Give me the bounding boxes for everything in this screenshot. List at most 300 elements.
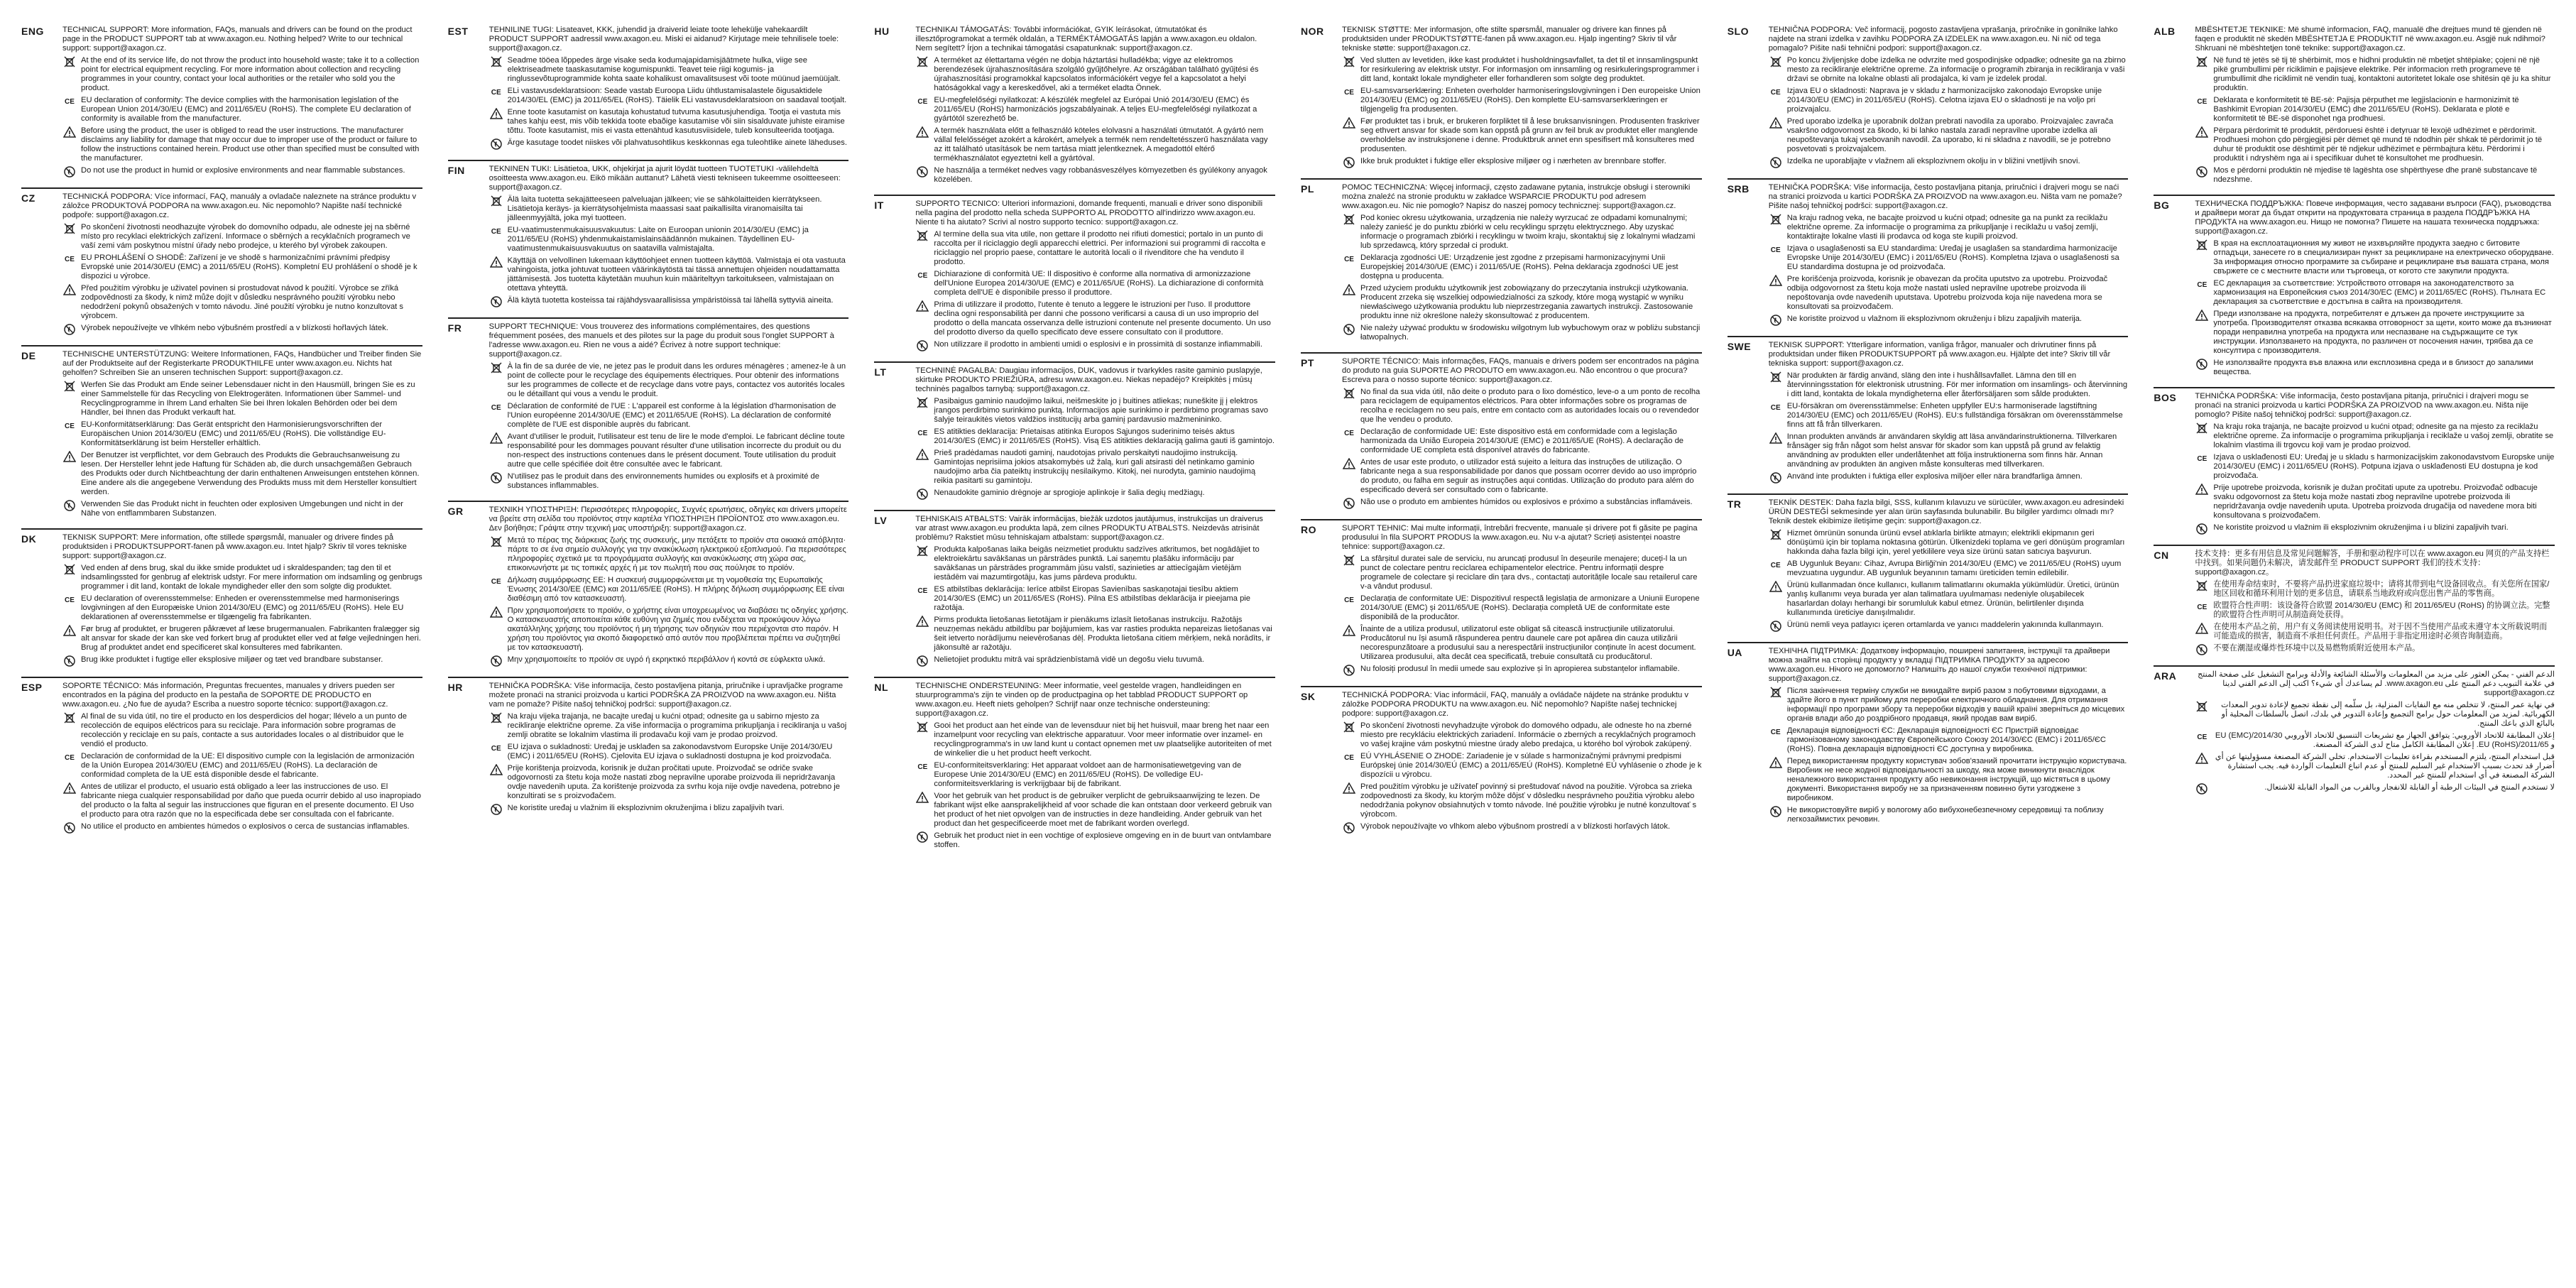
ban-text: Nenaudokite gaminio drėgnoje ar sprogioje aplinkoje ir šalia degių medžiagų. [934,489,1205,497]
technical-support-text: MBËSHTETJE TEKNIKE: Më shumë informacion, FAQ, manualë dhe drejtues mund të gjenden në faqen e produktit në skedën MBËSHTETJA E PRODUKTIT në www.axagon.eu. Asgjë nuk ndihmoi? Shkruani në mbështetjen tonë teknike: support@axagon.cz. [2195,26,2545,53]
crossed-bin-icon [915,230,929,241]
ban-notice [1342,665,1702,676]
warn-notice [62,451,422,497]
weee-text: Werfen Sie das Produkt am Ende seiner Lebensdauer nicht in den Hausmüll, bringen Sie es zu einer Sammelstelle für das Recycling von Elektrogeräten. Informationen über Sammel- und Recyclingprogramme in Ihrem Land erhalten Sie bei Ihren lokalen Behörden oder bei dem Händler, bei Ihnen das Produkt verkauft hat. [81,381,415,417]
warn-notice [915,449,1275,486]
section-body [489,165,849,310]
weee-notice [1342,555,1702,591]
weee-text: Μετά το πέρας της διάρκειας ζωής της συσκευής, μην πετάξετε το προϊόν στα οικιακά απόβλητα· πάρτε το σε ένα σημείο συλλογής για την ανακύκλωση ηλεκτρικού εξοπλισμού. Για περισσότερες πληροφορίες σχετικά με τα προγράμματα συλλογής και ανακύκλωσης στη χώρα σας, επικοινωνήστε με τις τοπικές αρχές ή με τον πωλητή που σας πούλησε το προϊόν. [507,536,846,572]
no-fire-icon [2195,359,2209,370]
section-body [489,26,849,153]
section-body [489,322,849,493]
warn-text: Antes de usar este produto, o utilizador está sujeito a leitura das instruções de utilização. O fabricante nega a sua responsabilidade por danos que possam ocorrer devido ao uso impróprio do produto, ou falha em seguir as instruções aqui contidas. Utilização do produto para além do especificado deverá ser consultado com o fabricante. [1360,458,1697,494]
ce-text: Izjava o usaglašenosti sa EU standardima: Uređaj je usaglašen sa standardima harmonizacije Evropske Unije 2014/30/EU (EMC) i 2011/65/EU (RoHS). Kompletna Izjava o usaglašenosti sa EU standardima dostupna je od proizvođača. [1786,244,2119,271]
ce-notice [915,96,1275,124]
language-section-sk [1301,686,1702,836]
language-column [1728,26,2129,1267]
section-body [915,200,1275,354]
ban-notice [2195,166,2555,185]
ce-notice [1769,726,2129,754]
ce-mark-icon: CE [491,577,501,586]
ban-notice [489,472,849,491]
ban-text: 不要在潮湿或爆炸性环境中以及易燃物质附近使用本产品。 [2213,644,2421,653]
weee-text: Në fund të jetës së tij të shërbimit, mos e hidhni produktin në mbetjet shtëpiake; çojeni në një pikë grumbullimi për riciklimin e pajisjeve elektrike. Për informacion rreth programeve të grumbullimit dhe riciklimit në vendin tuaj, kontaktoni autoritetet lokale ose shitësin që ju ka shitur produktin. [2213,56,2551,92]
warn-notice [489,108,849,136]
language-code: BG [2154,200,2170,211]
ce-text: EU-megfelelőségi nyilatkozat: A készülék megfelel az Európai Unió 2014/30/EU (EMC) és 2011/65/EU (RoHS) harmonizációs jogszabályainak. A teljes EU-megfelelőségi nyilatkozat a gyártótól szerezhető be. [934,96,1257,123]
crossed-bin-icon [2195,56,2209,67]
weee-text: Na kraju roka trajanja, ne bacajte proizvod u kućni otpad; odnesite ga na mjesto za reciklažu električne opreme. Za informacije o programima prikupljanja i reciklaže u vašoj zemlji, obratite se lokalnim vlastima ili trgovcu koji vam je prodao proizvod. [2213,422,2554,449]
no-fire-icon [489,138,503,150]
weee-notice [2195,56,2555,93]
ce-notice [1342,87,1702,114]
warning-triangle-icon [915,616,929,627]
ce-notice [1342,594,1702,622]
language-code: HU [874,26,890,37]
weee-notice [915,397,1275,425]
warning-triangle-icon [1769,757,1783,768]
warn-notice [915,126,1275,163]
ce-mark-icon: CE [491,88,501,97]
language-section-slo [1728,26,2129,171]
language-code: IT [874,200,884,211]
technical-support-text: TEHNIČKA PODRŠKA: Više informacija, često postavljena pitanja, priručnike i upravljačke programe možete pronaći na stranici proizvoda u kartici PODRŠKA ZA PROIZVOD na www.axagon.eu. Ništa vam ne pomaže? Pišite našoj tehničkoj podršci: support@axagon.cz. [489,682,844,709]
warning-triangle-icon [2195,126,2209,138]
warn-text: Prima di utilizzare il prodotto, l'utente è tenuto a leggere le istruzioni per l'uso. Il produttore declina ogni responsabilità per danni che possono verificarsi a causa di un uso improprio del prodotto o della mancata osservanza delle istruzioni contenute nel presente documento. Un uso del prodotto diverso da quello specificato deve essere consultato con il produttore. [934,300,1271,337]
ce-text: EU declaration of overensstemmelse: Enheden er overensstemmelse med harmoniserings lovgivningen af den Europæiske Union 2014/30/EU (EMC) og 2011/65/EU (RoHS). Hele EU deklarationen af overensstemmelse er tilgængelig fra fabrikanten. [81,594,404,621]
crossed-bin-icon [1769,56,1783,67]
ce-notice [1342,427,1702,455]
language-code: ARA [2154,670,2177,682]
warn-text: Prije korištenja proizvoda, korisnik je dužan pročitati upute. Proizvođač se odriče svake odgovornosti za štetu koja može nastati zbog nepravilne uporabe proizvoda ili nepridržavanja ovdje navedenih uputa. Za korištenje proizvoda za svrhu koja nije ovdje navedena, potrebno je konzultirati se s proizvođačem. [507,764,840,800]
warn-notice [1769,275,2129,312]
warning-triangle-icon [1769,581,1783,592]
ce-mark-icon: CE [2197,97,2207,106]
crossed-bin-icon [1769,371,1783,383]
warning-triangle-icon [489,108,503,119]
ban-notice [2195,523,2555,535]
warning-triangle-icon [489,256,503,268]
warn-text: Преди използване на продукта, потребителят е длъжен да прочете инструкциите за употреба. Производителят отказва всякаква отговорност за щети, които може да възникнат поради неправилна употреба на продукта или неспазване на съдържащите се тук инструкции. Използването на продукта, по различен от посочения начин, трябва да се консултира с производителя. [2213,310,2552,355]
ce-mark-icon: CE [65,753,75,762]
language-section-lv [874,510,1275,670]
ban-notice [1769,157,2129,168]
ce-notice [1769,87,2129,114]
ban-notice [489,655,849,667]
ce-mark-icon: CE [2197,454,2207,463]
ce-mark-icon: CE [917,763,928,771]
no-fire-icon [1342,822,1356,834]
section-body [1769,498,2129,635]
language-section-swe [1728,336,2129,486]
technical-support-text: TECHNICAL SUPPORT: More information, FAQs, manuals and drivers can be found on the product page in the PRODUCT SUPPORT tab at www.axagon.eu. Nothing helped? Write to our technical support: support@axagon.cz. [62,26,413,53]
ce-mark-icon: CE [1344,596,1354,604]
warn-text: Před použitím výrobku je uživatel povinen si prostudovat návod k použití. Výrobce se zříká zodpovědnosti za škody, k nimž může dojít v důsledku nesprávného použití výrobku nebo nedodržení pokynů obsažených v tomto návodu. Jiné použití výrobku je nutno konzultovat s výrobcem. [81,284,403,320]
weee-notice [1769,214,2129,241]
warning-triangle-icon [62,451,77,462]
weee-text: Po skončení životnosti nevyhadzujte výrobok do domového odpadu, ale odneste ho na zberné miesto pre recykláciu elektrických zariadení. Informácie o zberných a recyklačných programoch vo vašej krajine vám poskytnú miestne úrady alebo predajca, u ktorého bol výrobok zakúpený. [1360,721,1696,748]
language-section-bos [2154,387,2555,537]
no-fire-icon [915,340,929,351]
ce-notice [915,585,1275,613]
warn-text: Prije upotrebe proizvoda, korisnik je dužan pročitati upute za upotrebu. Proizvođač odbacuje svaku odgovornost za štetu koja može nastati zbog nepravilne upotrebe proizvoda ili nepridržavanja ovdje navedenih uputa. Upotreba proizvoda drugačija od navedene mora biti konsultovana s proizvođačem. [2213,484,2538,520]
ce-notice [489,87,849,105]
ban-notice [915,831,1275,850]
warning-triangle-icon [915,126,929,138]
language-code: LT [874,366,887,378]
ce-mark-icon: CE [1344,753,1354,762]
weee-text: Ved enden af dens brug, skal du ikke smide produktet ud i skraldespanden; tag den til et indsamlingssted for genbrug af elektrisk udstyr. For mere information om indsamling og genbrugs programmer i dit land, kontakt de lokale myndigheder eller den som solgte dig produktet. [81,564,422,591]
warning-triangle-icon [62,625,77,636]
ce-notice [915,270,1275,298]
no-fire-icon [1342,324,1356,335]
ban-text: لا تستخدم المنتج في البيئات الرطبة أو القابلة للانفجار وبالقرب من المواد القابلة للاشتعال. [2264,783,2555,792]
ban-notice [62,655,422,667]
ce-notice [489,402,849,430]
language-code: ESP [21,682,43,693]
warn-notice [62,782,422,819]
technical-support-text: TEKNISK SUPPORT: Mere information, ofte stillede spørgsmål, manualer og drivere findes på produktsiden i PRODUKTSUPPORT-fanen på www.axagon.eu. Intet hjalp? Skriv til vores tekniske support: support@axagon.cz. [62,533,407,560]
no-fire-icon [915,655,929,667]
ban-text: Nie należy używać produktu w środowisku wilgotnym lub wybuchowym oraz w pobliżu substancji łatwopalnych. [1360,324,1701,342]
ce-mark-icon: CE [491,403,501,412]
ce-notice [1342,253,1702,281]
ban-notice [1769,472,2129,484]
ce-mark-icon: CE [65,422,75,430]
weee-text: A terméket az élettartama végén ne dobja háztartási hulladékba; vigye az elektromos berendezések újrahasznosítására szolgáló gyűjtőhelyre. Az országában található gyűjtési és újrahasznosítási programokkal kapcsolatos információkért vegye fel a kapcsolatot a helyi hatóságokkal vagy a kereskedővel, aki a terméket eladta Önnek. [934,56,1259,92]
section-body [1769,341,2129,486]
weee-text: När produkten är färdig använd, släng den inte i hushållsavfallet. Lämna den till en återvinningsstation för elektronisk utrustning. För mer information om insamlings- och återvinning i ditt land, kontakta de lokala myndigheterna eller återförsäljaren som sålde produkten. [1786,371,2128,398]
technical-support-text: TEKNISK SUPPORT: Ytterligare information, vanliga frågor, manualer och drivrutiner finns på produktsidan under fliken PRODUKTSUPPORT på www.axagon.eu. Hjälpte det inte? Skriv till vår tekniska support: support@axagon.cz. [1768,341,2111,368]
ce-notice [1769,244,2129,272]
technical-support-text: TECHNISCHE UNTERSTÜTZUNG: Weitere Informationen, FAQs, Handbücher und Treiber finden Sie auf der Produktseite auf der Registerkarte PRODUKTHILFE unter www.axagon.eu. Nichts hat geholfen? Schreiben Sie an unseren technischen Support: support@axagon.cz. [62,350,422,377]
language-code: LV [874,515,888,526]
ce-notice [489,743,849,761]
weee-notice [1769,56,2129,84]
warning-triangle-icon [62,782,77,794]
no-fire-icon [2195,523,2209,535]
ce-notice [915,427,1275,446]
no-fire-icon [915,831,929,843]
weee-notice [489,362,849,399]
ce-mark-icon: CE [917,586,928,595]
language-code: DK [21,533,37,545]
ban-text: Não use o produto em ambientes húmidos ou explosivos e próximo a substâncias inflamáveis. [1360,498,1693,506]
weee-notice [1769,371,2129,399]
crossed-bin-icon [489,362,503,373]
ban-text: Nelietojiet produktu mitrā vai sprādzienbīstamā vidē un degošu vielu tuvumā. [934,655,1204,664]
weee-notice [915,545,1275,582]
weee-text: Hizmet ömrünün sonunda ürünü evsel atıklarla birlikte atmayın; elektrikli ekipmanın geri dönüşümü için bir toplama noktasına götürün. Ülkenizdeki toplama ve geri dönüşüm programları hakkında daha fazla bilgi için, yerel yetkililere veya size ürünü satan satıcıya başvurun. [1786,529,2125,556]
technical-support-text: SUPORT TEHNIC: Mai multe informații, întrebări frecvente, manuale și drivere pot fi găsite pe pagina produsului în fila SUPORT PRODUS la www.axagon.eu. Nu v-a ajutat? Scrieți asistenței noastre tehnice: support@axagon.cz. [1342,524,1698,551]
crossed-bin-icon [489,56,503,67]
ban-notice [62,500,422,518]
technical-support-text: SOPORTE TÉCNICO: Más información, Preguntas frecuentes, manuales y drivers pueden ser encontrados en la página del producto en la pestaña de SOPORTE DE PRODUCTO en www.axagon.eu. ¿No fue de ayuda? Escriba a nuestro soporte técnico: support@axagon.cz. [62,682,395,709]
ce-text: EU-försäkran om överensstämmelse: Enheten uppfyller EU:s harmoniserade lagstiftning 2014/30/EU (EMC) och 2011/65/EU (RoHS). EU:s fullständiga försäkran om överensstämmelse finns att få från tillverkaren. [1786,402,2123,429]
no-fire-icon [489,472,503,484]
language-code: PL [1301,183,1314,195]
weee-notice [2195,701,2555,728]
warn-text: Antes de utilizar el producto, el usuario está obligado a leer las instrucciones de uso. El fabricante niega cualquier responsabilidad por daño que pueda ocurrir debido al uso inapropiado del producto o la falta al seguir las instrucciones que figuran en el presente documento. El Uso el producto para otra razón que no la especificada debe ser consultada con el fabricante. [81,782,421,819]
ban-notice [915,655,1275,667]
language-section-hu [874,26,1275,187]
section-body [915,26,1275,187]
crossed-bin-icon [915,56,929,67]
ce-text: Déclaration de conformité de l'UE : L'appareil est conforme à la législation d'harmonisation de l'Union européenne 2014/30/UE (EMC) et 2011/65/UE (RoHS). La déclaration de conformité complète de l'UE est disponible auprès du fabricant. [507,402,836,429]
section-body [2195,200,2555,380]
crossed-bin-icon [2195,701,2209,712]
language-code: BOS [2154,392,2177,403]
weee-notice [1342,214,1702,251]
technical-support-text: TEHNIČNA PODPORA: Več informacij, pogosto zastavljena vprašanja, priročnike in gonilnike lahko najdete na strani izdelka v zavihku PODPORA ZA IZDELEK na www.axagon.eu. Ni nič od tega pomagalo? Pišite naši tehnični podpori: support@axagon.cz. [1768,26,2118,53]
warn-text: Pred použitím výrobku je užívateľ povinný si preštudovať návod na použitie. Výrobca sa zrieka zodpovednosti za škody, ku ktorým môže dôjsť v dôsledku nesprávneho použitia výrobku alebo nedodržania pokynov obsiahnutých v tomto návode. Iné použitie výrobku je nutné konzultovať s výrobcom. [1360,782,1697,819]
no-fire-icon [2195,644,2209,655]
no-fire-icon [489,296,503,307]
warning-triangle-icon [915,300,929,312]
ban-notice [915,166,1275,185]
ce-notice [2195,731,2555,750]
warning-triangle-icon [1342,458,1356,469]
warn-notice [62,625,422,653]
section-body [489,682,849,818]
language-section-it [874,195,1275,354]
warning-triangle-icon [489,432,503,444]
ban-text: Älä käytä tuotetta kosteissa tai räjähdysvaarallisissa ympäristöissä tai lähellä syttyviä aineita. [507,296,834,305]
no-fire-icon [1342,498,1356,509]
language-section-lt [874,361,1275,503]
language-section-cz [21,187,422,338]
ban-text: Mos e përdorni produktin në mjedise të lagështa ose shpërthyese dhe pranë substancave të ndezshme. [2213,166,2538,184]
weee-notice [2195,239,2555,276]
no-fire-icon [915,489,929,500]
ban-text: Izdelka ne uporabljajte v vlažnem ali eksplozivnem okolju in v bližini vnetljivih snovi. [1786,157,2080,165]
language-section-de [21,345,422,521]
ban-notice [489,138,849,150]
weee-notice [62,564,422,591]
section-body [2195,26,2555,187]
crossed-bin-icon [1342,214,1356,225]
language-section-nor [1301,26,1702,171]
section-body [915,515,1275,670]
warn-text: Der Benutzer ist verpflichtet, vor dem Gebrauch des Produkts die Gebrauchsanweisung zu lesen. Der Hersteller lehnt jede Haftung für Schäden ab, die durch unsachgemäßen Gebrauch des Produkts oder durch Nichtbeachtung der darin enthaltenen Anweisungen entstehen können. Eine andere als die angegebene Verwendung des Produkts muss mit dem Hersteller konsultiert werden. [81,451,420,496]
ban-text: Не використовуйте виріб у вологому або вибухонебезпечному середовищі та поблизу легкозаймистих речовин. [1786,806,2104,824]
ban-notice [2195,783,2555,795]
weee-notice [62,223,422,251]
weee-text: Produkta kalpošanas laika beigās neizmetiet produktu sadzīves atkritumos, bet nogādājiet to elektroiekārtu savākšanas un pārstrādes punktā. Lai saņemtu plašāku informāciju par savākšanas un pārstrādes programmām jūsu valstī, sazinieties ar attiecīgajām vietējām iestādēm vai mazumtirgotāju, kas jums pārdeva produktu. [934,545,1260,582]
ce-text: EU izjava o sukladnosti: Uređaj je usklađen sa zakonodavstvom Europske Unije 2014/30/EU (EMC) i 2011/65/EU (RoHS). Cjelovita EU izjava o sukladnosti dostupna je kod proizvođača. [507,743,833,760]
language-section-ro [1301,519,1702,679]
language-code: GR [447,506,464,517]
warn-text: Før brug af produktet, er brugeren påkrævet af læse brugermanualen. Fabrikanten fralægger sig alt ansvar for skade der kan ske ved forkert brug af produktet eller ved at følge vejledningen heri. Brug af produktet andet end specificeret skal konsulteres med fabrikanten. [81,625,421,652]
language-section-gr [448,501,849,670]
ban-text: Ne koristite uređaj u vlažnim ili eksplozivnim okruženjima i blizu zapaljivih tvari. [507,804,785,812]
ce-mark-icon: CE [65,97,75,106]
weee-text: Al final de su vida útil, no tire el producto en los desperdicios del hogar; llévelo a un punto de recolección de equipos eléctricos para su reciclaje. Para información sobre programas de recolección y reciclaje en su país, contacte a sus autoridades locales o al distribuidor que le vendió el producto. [81,712,407,748]
language-column [2154,26,2555,1267]
ban-text: Nu folosiți produsul în medii umede sau explozive și în apropierea substanțelor inflamabile. [1360,665,1680,673]
ce-mark-icon: CE [1770,88,1781,97]
crossed-bin-icon [915,721,929,733]
section-body [2195,392,2555,537]
ce-notice [2195,601,2555,620]
warn-text: Înainte de a utiliza produsul, utilizatorul este obligat să citească instrucțiunile utilizatorului. Producătorul nu își asumă răspunderea pentru daunele care pot apărea din cauza utilizării necorespunzătoare a produsului sau a nerespectării instrucțiunilor conținute în acest document. Utilizarea produsului, alta decât cea specificată, trebuie consultată cu producătorul. [1360,625,1696,661]
ce-notice [2195,279,2555,307]
language-code: RO [1301,524,1317,535]
crossed-bin-icon [62,712,77,724]
ce-mark-icon: CE [1344,255,1354,263]
ban-text: Výrobek nepoužívejte ve vlhkém nebo výbušném prostředí a v blízkosti hořlavých látek. [81,324,388,332]
warning-triangle-icon [915,792,929,803]
section-body [1769,183,2129,329]
ban-notice [1769,621,2129,632]
ce-text: EU-Konformitätserklärung: Das Gerät entspricht den Harmonisierungsvorschriften der Europäischen Union 2014/30/EU (EMC) und 2011/65/EU (RoHS). Die vollständige EU-Konformitätserklärung ist beim Hersteller erhältlich. [81,420,386,447]
warn-text: Pred uporabo izdelka je uporabnik dolžan prebrati navodila za uporabo. Proizvajalec zavrača vsakršno odgovornost za škodo, ki bi lahko nastala zaradi nepravilne uporabe izdelka ali neupoštevanja tukaj vsebovanih navodil. Za uporabo, ki ni skladna z navodili, se je potrebno posvetovati s proizvajalcem. [1786,117,2114,153]
ban-text: Gebruik het product niet in een vochtige of explosieve omgeving en in de buurt van ontvlambare stoffen. [934,831,1272,849]
crossed-bin-icon [489,536,503,547]
language-code: ALB [2154,26,2176,37]
no-fire-icon [62,655,77,667]
warning-triangle-icon [489,606,503,618]
warning-triangle-icon [1342,625,1356,636]
ce-notice [62,96,422,124]
weee-text: Pod koniec okresu użytkowania, urządzenia nie należy wyrzucać ze odpadami komunalnymi; należy zanieść je do punktu zbiórki w celu recyklingu sprzętu elektrycznego. Aby uzyskać informacje o programach zbiórki i recyklingu w twoim kraju, skontaktuj się z lokalnymi władzami lub sprzedawcą, który sprzedał ci produkt. [1360,214,1696,250]
ce-text: Deklarata e konformitetit të BE-së: Pajisja përputhet me legjislacionin e harmonizimit të Bashkimit Evropian 2014/30/EU (EMC) dhe 2011/65/EU (RoHS). Deklarata e plotë e konformitetit të BE-së disponohet nga prodhuesi. [2213,96,2519,123]
ce-text: Декларація відповідності ЄС: Декларація відповідності ЄС Пристрій відповідає гармонізованому законодавству Європейського Союзу 2014/30/ЄС (EMC) і 2011/65/ЄС (RoHS). Повна декларація відповідності ЄС доступна у виробника. [1786,726,2106,753]
ce-notice [1769,560,2129,578]
ce-notice [1769,402,2129,430]
warn-text: Innan produkten används är användaren skyldig att läsa användarinstruktionerna. Tillverkaren frånsäger sig från något som helst ansvar för skador som kan uppstå på grund av felaktig användning av produkten eller underlåtenhet att följa instruktionerna som finns här. Annan användning av produkten än angiven måste konsulteras med tillverkaren. [1786,432,2117,469]
crossed-bin-icon [1342,56,1356,67]
no-fire-icon [489,655,503,667]
weee-notice [1342,56,1702,84]
language-section-est [448,26,849,153]
weee-text: Після закінчення терміну служби не викидайте виріб разом з побутовими відходами, а здайте його в пункт прийому для переробки електричного обладнання. Для отримання інформації про програми збору та переробки відходів у вашій країні зверніться до місцевих органів влади або до роздрібного продавця, який продав вам виріб. [1786,687,2125,723]
warning-triangle-icon [489,764,503,775]
technical-support-text: ТЕХНИЧЕСКА ПОДДРЪЖКА: Повече информация, често задавани въпроси (FAQ), ръководства и драйвери могат да бъдат открити на продуктовата страница в раздела ПОДДРЪЖКА НА ПРОДУКТА на www.axagon.eu. Нищо не помогна? Пишете на нашата техническа поддръжка: support@axagon.cz. [2195,200,2552,236]
crossed-bin-icon [1342,555,1356,566]
ce-mark-icon: CE [1344,429,1354,437]
language-section-pl [1301,178,1702,345]
section-body [62,682,422,836]
section-body [1769,26,2129,171]
crossed-bin-icon [62,564,77,575]
section-body [1342,524,1702,679]
weee-notice [62,712,422,749]
technical-support-text: TEKNINEN TUKI: Lisätietoa, UKK, ohjekirjat ja ajurit löydät tuotteen TUOTETUKI -välilehdeltä osoitteesta www.axagon.eu. Eikö mikään auttanut? Lähetä viesti tekniseen tukeemme osoitteeseen: support@axagon.cz. [489,165,841,192]
weee-text: La sfârșitul duratei sale de serviciu, nu aruncați produsul în deșeurile menajere; duceți-l la un punct de colectare pentru reciclarea echipamentelor electrice. Pentru informații despre programele de colectare și reciclare din țara dvs., contactați autoritățile locale sau retailerul care v-a vândut produsul. [1360,555,1698,591]
language-code: SWE [1727,341,1752,352]
weee-notice [489,712,849,740]
warn-text: 在使用本产品之前，用户有义务阅读使用说明书。对于因不当使用产品或未遵守本文所载说明而可能造成的损害，制造商不承担任何责任。产品用于非指定用途时必须咨询制造商。 [2213,623,2548,640]
ban-text: Ne koristite proizvod u vlažnim ili eksplozivnim okruženjima i u blizini zapaljivih tvari. [2213,523,2509,532]
language-code: PT [1301,357,1314,369]
language-column [21,26,422,1267]
ban-text: Ikke bruk produktet i fuktige eller eksplosive miljøer og i nærheten av brennbare stoffer. [1360,157,1666,165]
warn-notice [2195,310,2555,356]
warn-notice [1769,757,2129,803]
ban-notice [62,822,422,834]
no-fire-icon [1769,472,1783,484]
language-column [448,26,849,1267]
language-section-dk [21,528,422,670]
language-section-alb [2154,26,2555,187]
language-section-hr [448,677,849,818]
language-code: FR [447,322,462,334]
language-code: CN [2154,550,2169,561]
ce-text: ES atbilstības deklarācija: Ierīce atbilst Eiropas Savienības saskaņotajai tiesību aktiem 2014/30/ES (EMC) un 2011/65/ES (RoHS). Pilna ES atbilstības deklarācija ir pieejama pie ražotāja. [934,585,1250,612]
weee-text: Gooi het product aan het einde van de levensduur niet bij het huisvuil, maar breng het naar een inzamelpunt voor recycling van elektrische apparatuur. Voor meer informatie over inzamel- en recyclingprogramma's in uw land kunt u contact opnemen met uw plaatselijke autoriteiten of met de winkelier die u het product heeft verkocht. [934,721,1272,758]
technical-support-text: SUPORTE TÉCNICO: Mais informações, FAQs, manuais e drivers podem ser encontrados na página do produto na guia SUPORTE AO PRODUTO em www.axagon.eu. Não encontrou o que procura? Escreva para o nosso suporte técnico: support@axagon.cz. [1342,357,1699,384]
warn-text: Pirms produkta lietošanas lietotājam ir pienākums izlasīt lietošanas instrukciju. Ražotājs neuzņemas nekādu atbildību par bojājumiem, kas var rasties produkta nepareizas lietošanas vai šeit ietverto norādījumu neievērošanas dēļ. Produkta lietošana citiem mērķiem, nekā norādīts, ir jākonsultē ar ražotāju. [934,616,1272,652]
ce-mark-icon: CE [2197,733,2207,741]
ban-text: No utilice el producto en ambientes húmedos o explosivos o cerca de sustancias inflamables. [81,822,410,831]
weee-text: Ved slutten av levetiden, ikke kast produktet i husholdningsavfallet, ta det til et innsamlingspunkt for resirkulering av elektrisk utstyr. For informasjon om innsamling og resirkuleringsprogrammer i ditt land, kontakt lokale myndigheter eller forhandleren som solgte deg produktet. [1360,56,1699,83]
crossed-bin-icon [62,56,77,67]
warn-text: Käyttäjä on velvollinen lukemaan käyttöohjeet ennen tuotteen käyttöä. Valmistaja ei ota vastuuta vahingoista, jotka johtuvat tuotteen väärinkäytöstä tai tässä annettujen ohjeiden noudattamatta jättämisestä. Jos tuotetta käytetään muuhun kuin määriteltyyn tarkoitukseen, valmistajaan on otettava yhteyttä. [507,256,846,293]
warning-triangle-icon [2195,753,2209,764]
crossed-bin-icon [489,712,503,724]
weee-notice [1342,721,1702,749]
ban-notice [1769,315,2129,326]
technical-support-text: TEHNISKAIS ATBALSTS: Vairāk informācijas, biežāk uzdotos jautājumus, instrukcijas un draiverus var atrast www.axagon.eu produkta lapā, zem cilnes PRODUKTU ATBALSTS. Neizdevās atrisināt problēmu? Rakstiet mūsu tehniskajam atbalstam: support@axagon.cz. [915,515,1263,542]
no-fire-icon [1769,806,1783,817]
no-fire-icon [1342,665,1356,676]
section-body [1769,647,2129,827]
ce-text: EU-conformiteitsverklaring: Het apparaat voldoet aan de harmonisatiewetgeving van de Europese Unie 2014/30/EU (EMC) en 2011/65/EU (RoHS). De volledige EU-conformiteitsverklaring is verkrijgbaar bij de fabrikant. [934,761,1242,788]
weee-notice [915,230,1275,267]
warning-triangle-icon [1342,782,1356,794]
technical-support-text: TECHNIKAI TÁMOGATÁS: További információkat, GYIK leírásokat, útmutatókat és illesztőprogramokat a termék oldalán, a TERMÉKTÁMOGATÁS lapján a www.axagon.eu oldalon. Nem segített? Írjon a technikai támogatási csapatunknak: support@axagon.cz. [915,26,1257,53]
ban-text: Do not use the product in humid or explosive environments and near flammable substances. [81,166,405,175]
technical-support-text: POMOC TECHNICZNA: Więcej informacji, często zadawane pytania, instrukcje obsługi i sterowniki można znaleźć na stronie produktu w zakładce WSPARCIE PRODUKTU pod adresem www.axagon.eu. Nic nie pomogło? Napisz do naszej pomocy technicznej: support@axagon.cz. [1342,183,1691,210]
warn-notice [1342,458,1702,495]
ce-text: Declaración de conformidad de la UE: El dispositivo cumple con la legislación de armonización de la Unión Europea 2014/30/EU (EMC) and 2011/65/EU (RoHS). La declaración de conformidad completa de la UE está disponible desde el fabricante. [81,752,415,779]
language-code: UA [1727,647,1742,658]
ce-text: EU-vaatimustenmukaisuusvakuutus: Laite on Euroopan unionin 2014/30/EU (EMC) ja 2011/65/EU (RoHS) yhdenmukaistamislainsäädännön mukainen. Täydellinen EU-vaatimustenmukaisuusvakuutus on saatavilla valmistajalta. [507,226,809,253]
section-body [1342,26,1702,171]
technical-support-text: TECHNICKÁ PODPORA: Více informací, FAQ, manuály a ovladače naleznete na stránce produktu v záložce PRODUKTOVÁ PODPORA na www.axagon.eu. Nic nepomohlo? Napište naší technické podpoře: support@axagon.cz. [62,192,417,219]
crossed-bin-icon [62,223,77,234]
language-section-cn [2154,545,2555,658]
warning-triangle-icon [2195,310,2209,321]
crossed-bin-icon [1342,388,1356,399]
ce-text: Izjava EU o skladnosti: Naprava je v skladu z harmonizacijsko zakonodajo Evropske unije 2014/30/EU (EMC) in 2011/65/EU (RoHS). Celotna izjava EU o skladnosti je na voljo pri proizvajalcu. [1786,87,2102,114]
crossed-bin-icon [62,381,77,392]
language-code: FIN [447,165,465,176]
ce-text: Δήλωση συμμόρφωσης ΕΕ: Η συσκευή συμμορφώνεται με τη νομοθεσία της Ευρωπαϊκής Ένωσης 2014/30/ΕΕ (EMC) και 2011/65/ΕΕ (RoHS). Η πλήρης δήλωση συμμόρφωσης ΕΕ είναι διαθέσιμη από τον κατασκευαστή. [507,576,844,603]
ban-text: Ürünü nemli veya patlayıcı içeren ortamlarda ve yanıcı maddelerin yakınında kullanmayın. [1786,621,2104,629]
crossed-bin-icon [1769,214,1783,225]
ban-text: Ne koristite proizvod u vlažnom ili eksplozivnom okruženju i blizu zapaljivih materija. [1786,315,2083,323]
ce-notice [1342,752,1702,780]
warn-text: Avant d'utiliser le produit, l'utilisateur est tenu de lire le mode d'emploi. Le fabricant décline toute responsabilité pour les dommages pouvant résulter d'une utilisation incorrecte du produit ou du non-respect des instructions contenues dans le présent document. Toute utilisation du produit autre que celle spécifiée doit être consultée avec le fabricant. [507,432,845,469]
ban-notice [2195,644,2555,655]
ban-text: Не използвайте продукта във влажна или експлозивна среда и в близост до запалими вещества. [2213,359,2533,376]
section-body [915,366,1275,503]
language-code: SK [1301,691,1316,702]
ban-text: Ne használja a terméket nedves vagy robbanásveszélyes környezetben és gyúlékony anyagok közelében. [934,166,1267,184]
ban-notice [2195,359,2555,377]
ban-notice [489,296,849,307]
language-code: DE [21,350,36,361]
warning-triangle-icon [915,449,929,460]
weee-text: В края на експлоатационния му живот не изхвърляйте продукта заедно с битовите отпадъци, занесете го в специализиран пункт за рециклиране на електрическо оборудване. За информация относно програмите за събиране и рециклиране във вашата страна, моля свържете се с местните власти или търговеца, от когото сте закупили продукта. [2213,239,2554,275]
no-fire-icon [1769,315,1783,326]
ce-mark-icon: CE [1770,246,1781,254]
weee-notice [62,381,422,417]
warn-text: Перед використанням продукту користувач зобов'язаний прочитати інструкцію користувача. Виробник не несе жодної відповідальності за шкоду, яка може виникнути внаслідок неналежного використання продукту або невиконання інструкцій, що містяться в цьому документі. Використання виробу не за призначенням повинно бути узгоджене з виробником. [1786,757,2127,802]
weee-text: No final da sua vida útil, não deite o produto para o lixo doméstico, leve-o a um ponto de recolha para reciclagem de equipamentos eléctricos. Para obter informações sobre os programas de recolha e reciclagem no seu país, entre em contacto com as autoridades locais ou o revendedor que lhe vendeu o produto. [1360,388,1701,424]
